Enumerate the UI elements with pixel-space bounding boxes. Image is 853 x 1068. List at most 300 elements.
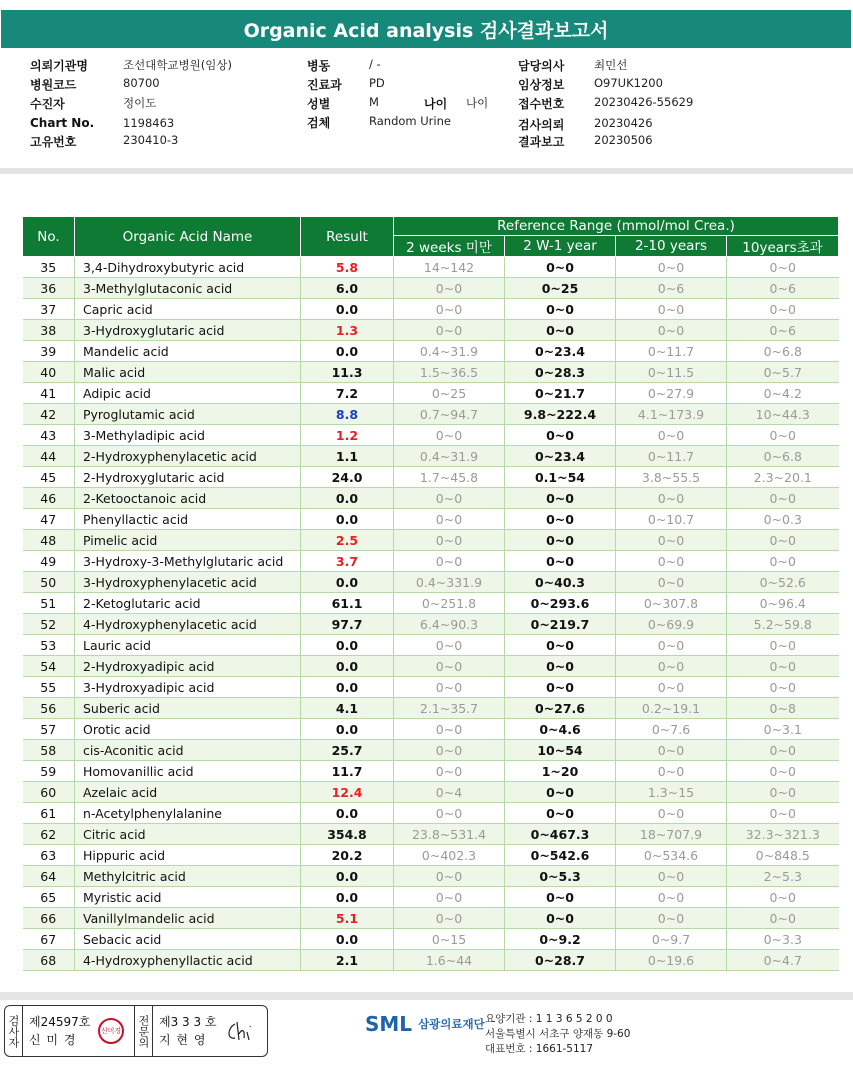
row-no: 62 bbox=[23, 824, 75, 845]
row-acid-name: 2-Ketoglutaric acid bbox=[75, 593, 301, 614]
row-ref-2weeks: 0~251.8 bbox=[394, 593, 505, 614]
table-row bbox=[23, 299, 839, 320]
unique-no-value: 230410-3 bbox=[123, 133, 179, 147]
row-ref-10years: 0~6 bbox=[727, 278, 839, 299]
row-no: 39 bbox=[23, 341, 75, 362]
row-ref-2weeks: 0.4~31.9 bbox=[394, 446, 505, 467]
header-ref-2weeks: 2 weeks 미만 bbox=[394, 236, 505, 257]
institution-label: 의뢰기관명 bbox=[30, 59, 88, 73]
institution-value: 조선대학교병원(임상) bbox=[123, 58, 232, 72]
row-no: 52 bbox=[23, 614, 75, 635]
row-no: 36 bbox=[23, 278, 75, 299]
row-ref-2w-1year: 0~0 bbox=[505, 257, 616, 278]
row-no: 51 bbox=[23, 593, 75, 614]
tester-license: 제24597호 bbox=[29, 1015, 91, 1029]
row-ref-2w-1year: 0~0 bbox=[505, 908, 616, 929]
signature-box bbox=[4, 1005, 268, 1057]
row-result: 0.0 bbox=[301, 341, 394, 362]
row-ref-2w-1year: 0~27.6 bbox=[505, 698, 616, 719]
age-label: 나이 bbox=[424, 97, 448, 111]
dept-label: 진료과 bbox=[307, 78, 342, 92]
row-acid-name: Phenyllactic acid bbox=[75, 509, 301, 530]
row-no: 65 bbox=[23, 887, 75, 908]
table-row bbox=[23, 362, 839, 383]
tester-stamp-text: 신미경 bbox=[100, 1027, 122, 1035]
row-ref-2-10years: 0~0 bbox=[616, 908, 727, 929]
table-row bbox=[23, 278, 839, 299]
row-ref-2w-1year: 0~0 bbox=[505, 509, 616, 530]
row-acid-name: 2-Hydroxyadipic acid bbox=[75, 656, 301, 677]
header-ref-2w-1year: 2 W-1 year bbox=[505, 236, 616, 257]
table-row bbox=[23, 782, 839, 803]
row-ref-2w-1year: 0~0 bbox=[505, 782, 616, 803]
row-acid-name: 4-Hydroxyphenylacetic acid bbox=[75, 614, 301, 635]
reception-label: 접수번호 bbox=[518, 97, 565, 111]
row-result: 0.0 bbox=[301, 719, 394, 740]
row-acid-name: 3-Hydroxyadipic acid bbox=[75, 677, 301, 698]
row-ref-2weeks: 14~142 bbox=[394, 257, 505, 278]
row-ref-2weeks: 0~15 bbox=[394, 929, 505, 950]
row-result: 24.0 bbox=[301, 467, 394, 488]
logo-text: SML bbox=[365, 1012, 413, 1036]
table-row bbox=[23, 677, 839, 698]
row-ref-2w-1year: 0~467.3 bbox=[505, 824, 616, 845]
row-ref-2w-1year: 0~5.3 bbox=[505, 866, 616, 887]
table-row bbox=[23, 404, 839, 425]
ward-label: 병동 bbox=[307, 59, 331, 73]
row-acid-name: Pimelic acid bbox=[75, 530, 301, 551]
table-row bbox=[23, 488, 839, 509]
row-acid-name: 4-Hydroxyphenyllactic acid bbox=[75, 950, 301, 971]
signature-icon bbox=[225, 1018, 259, 1044]
recipient-value: 정이도 bbox=[123, 96, 157, 110]
doctor-label: 담당의사 bbox=[518, 59, 565, 73]
results-body bbox=[23, 257, 839, 971]
row-ref-10years: 0~0 bbox=[727, 257, 839, 278]
row-acid-name: Capric acid bbox=[75, 299, 301, 320]
row-result: 0.0 bbox=[301, 803, 394, 824]
row-ref-10years: 0~0 bbox=[727, 635, 839, 656]
dept-value: PD bbox=[369, 76, 385, 90]
row-ref-2-10years: 0~0 bbox=[616, 740, 727, 761]
row-acid-name: Methylcitric acid bbox=[75, 866, 301, 887]
row-no: 49 bbox=[23, 551, 75, 572]
row-ref-2w-1year: 0~0 bbox=[505, 299, 616, 320]
row-no: 41 bbox=[23, 383, 75, 404]
table-row bbox=[23, 635, 839, 656]
row-result: 1.1 bbox=[301, 446, 394, 467]
row-ref-10years: 0~0 bbox=[727, 677, 839, 698]
row-ref-2weeks: 1.6~44 bbox=[394, 950, 505, 971]
row-ref-10years: 10~44.3 bbox=[727, 404, 839, 425]
row-ref-2-10years: 0~0 bbox=[616, 635, 727, 656]
row-ref-2-10years: 0~19.6 bbox=[616, 950, 727, 971]
report-title bbox=[1, 10, 851, 48]
row-acid-name: Malic acid bbox=[75, 362, 301, 383]
row-ref-10years: 0~0 bbox=[727, 782, 839, 803]
row-ref-2-10years: 0~7.6 bbox=[616, 719, 727, 740]
header-ref-2-10years: 2-10 years bbox=[616, 236, 727, 257]
row-ref-2w-1year: 0~28.3 bbox=[505, 362, 616, 383]
row-no: 59 bbox=[23, 761, 75, 782]
row-ref-2-10years: 0~0 bbox=[616, 572, 727, 593]
row-no: 55 bbox=[23, 677, 75, 698]
row-acid-name: Citric acid bbox=[75, 824, 301, 845]
row-acid-name: Sebacic acid bbox=[75, 929, 301, 950]
row-no: 61 bbox=[23, 803, 75, 824]
row-ref-2weeks: 0~0 bbox=[394, 299, 505, 320]
row-ref-10years: 0~4.2 bbox=[727, 383, 839, 404]
specialist-license: 제3 3 3 호 bbox=[159, 1015, 217, 1029]
row-result: 61.1 bbox=[301, 593, 394, 614]
row-ref-2-10years: 0~11.7 bbox=[616, 446, 727, 467]
row-ref-10years: 0~0 bbox=[727, 887, 839, 908]
patient-info bbox=[30, 55, 830, 155]
clinical-value: O97UK1200 bbox=[594, 76, 663, 90]
row-ref-2-10years: 0~0 bbox=[616, 530, 727, 551]
table-row bbox=[23, 866, 839, 887]
row-result: 97.7 bbox=[301, 614, 394, 635]
sml-logo bbox=[365, 1012, 485, 1036]
specimen-label: 검체 bbox=[307, 116, 331, 130]
table-row bbox=[23, 572, 839, 593]
row-ref-10years: 2~5.3 bbox=[727, 866, 839, 887]
lab-address: 서울특별시 서초구 양재동 9-60 bbox=[485, 1028, 631, 1040]
row-ref-2-10years: 0~27.9 bbox=[616, 383, 727, 404]
row-acid-name: Azelaic acid bbox=[75, 782, 301, 803]
report-date-value: 20230506 bbox=[594, 133, 653, 147]
row-ref-10years: 0~0 bbox=[727, 656, 839, 677]
row-no: 58 bbox=[23, 740, 75, 761]
row-acid-name: Adipic acid bbox=[75, 383, 301, 404]
row-ref-2-10years: 0~0 bbox=[616, 299, 727, 320]
row-ref-2w-1year: 0~21.7 bbox=[505, 383, 616, 404]
row-no: 50 bbox=[23, 572, 75, 593]
row-result: 0.0 bbox=[301, 572, 394, 593]
row-no: 57 bbox=[23, 719, 75, 740]
row-ref-2weeks: 0.7~94.7 bbox=[394, 404, 505, 425]
row-ref-10years: 0~8 bbox=[727, 698, 839, 719]
row-ref-2weeks: 0~0 bbox=[394, 656, 505, 677]
header-no: No. bbox=[23, 217, 75, 257]
row-ref-2weeks: 0~0 bbox=[394, 887, 505, 908]
row-result: 11.3 bbox=[301, 362, 394, 383]
sex-label: 성별 bbox=[307, 97, 331, 111]
row-no: 67 bbox=[23, 929, 75, 950]
table-row bbox=[23, 551, 839, 572]
sex-value: M bbox=[369, 95, 379, 109]
row-acid-name: cis-Aconitic acid bbox=[75, 740, 301, 761]
row-result: 11.7 bbox=[301, 761, 394, 782]
row-result: 2.1 bbox=[301, 950, 394, 971]
row-ref-2-10years: 0~0 bbox=[616, 887, 727, 908]
row-ref-2w-1year: 10~54 bbox=[505, 740, 616, 761]
table-row bbox=[23, 845, 839, 866]
table-row bbox=[23, 425, 839, 446]
table-row bbox=[23, 824, 839, 845]
row-acid-name: Pyroglutamic acid bbox=[75, 404, 301, 425]
row-result: 2.5 bbox=[301, 530, 394, 551]
row-ref-2-10years: 0~0 bbox=[616, 257, 727, 278]
row-ref-2w-1year: 0~542.6 bbox=[505, 845, 616, 866]
row-ref-2weeks: 0~0 bbox=[394, 530, 505, 551]
row-ref-2-10years: 0~534.6 bbox=[616, 845, 727, 866]
table-row bbox=[23, 740, 839, 761]
row-no: 68 bbox=[23, 950, 75, 971]
row-ref-10years: 0~6.8 bbox=[727, 446, 839, 467]
row-result: 20.2 bbox=[301, 845, 394, 866]
table-row bbox=[23, 950, 839, 971]
org-name: 삼광의료재단 bbox=[418, 1017, 485, 1031]
row-ref-10years: 0~0 bbox=[727, 551, 839, 572]
table-row bbox=[23, 803, 839, 824]
row-result: 4.1 bbox=[301, 698, 394, 719]
row-result: 6.0 bbox=[301, 278, 394, 299]
row-ref-2w-1year: 0~293.6 bbox=[505, 593, 616, 614]
row-ref-2w-1year: 1~20 bbox=[505, 761, 616, 782]
row-acid-name: 2-Hydroxyglutaric acid bbox=[75, 467, 301, 488]
hospital-code-label: 병원코드 bbox=[30, 78, 77, 92]
row-ref-10years: 0~96.4 bbox=[727, 593, 839, 614]
row-ref-2w-1year: 0.1~54 bbox=[505, 467, 616, 488]
row-ref-2-10years: 0.2~19.1 bbox=[616, 698, 727, 719]
row-ref-10years: 0~0 bbox=[727, 530, 839, 551]
row-no: 60 bbox=[23, 782, 75, 803]
row-ref-2-10years: 0~0 bbox=[616, 677, 727, 698]
table-row bbox=[23, 446, 839, 467]
row-ref-2weeks: 0~25 bbox=[394, 383, 505, 404]
row-ref-2weeks: 0~0 bbox=[394, 635, 505, 656]
row-ref-2weeks: 0~0 bbox=[394, 761, 505, 782]
row-ref-10years: 0~0 bbox=[727, 761, 839, 782]
row-ref-2weeks: 0~0 bbox=[394, 719, 505, 740]
row-acid-name: 2-Hydroxyphenylacetic acid bbox=[75, 446, 301, 467]
row-acid-name: Mandelic acid bbox=[75, 341, 301, 362]
row-ref-10years: 0~0 bbox=[727, 803, 839, 824]
row-ref-10years: 0~0 bbox=[727, 488, 839, 509]
row-ref-2weeks: 1.7~45.8 bbox=[394, 467, 505, 488]
row-ref-2-10years: 0~0 bbox=[616, 488, 727, 509]
row-ref-2w-1year: 0~23.4 bbox=[505, 446, 616, 467]
row-ref-2-10years: 0~6 bbox=[616, 278, 727, 299]
row-no: 48 bbox=[23, 530, 75, 551]
row-no: 53 bbox=[23, 635, 75, 656]
header-ref-10years: 10years초과 bbox=[727, 236, 839, 257]
row-ref-2w-1year: 9.8~222.4 bbox=[505, 404, 616, 425]
row-acid-name: Myristic acid bbox=[75, 887, 301, 908]
doctor-value: 최민선 bbox=[594, 58, 628, 72]
row-ref-2weeks: 0~0 bbox=[394, 908, 505, 929]
row-ref-10years: 0~3.1 bbox=[727, 719, 839, 740]
row-ref-2w-1year: 0~23.4 bbox=[505, 341, 616, 362]
table-row bbox=[23, 698, 839, 719]
specialist-name: 지 현 영 bbox=[159, 1033, 207, 1047]
row-ref-2w-1year: 0~0 bbox=[505, 677, 616, 698]
row-ref-2weeks: 0~0 bbox=[394, 320, 505, 341]
row-result: 0.0 bbox=[301, 677, 394, 698]
row-ref-2-10years: 1.3~15 bbox=[616, 782, 727, 803]
row-result: 5.8 bbox=[301, 257, 394, 278]
row-no: 37 bbox=[23, 299, 75, 320]
row-acid-name: 3-Methylglutaconic acid bbox=[75, 278, 301, 299]
row-no: 40 bbox=[23, 362, 75, 383]
row-ref-2-10years: 0~0 bbox=[616, 656, 727, 677]
report-date-label: 결과보고 bbox=[518, 135, 565, 149]
row-ref-2-10years: 4.1~173.9 bbox=[616, 404, 727, 425]
table-row bbox=[23, 467, 839, 488]
row-result: 12.4 bbox=[301, 782, 394, 803]
row-ref-10years: 0~0 bbox=[727, 740, 839, 761]
tester-cell bbox=[23, 1006, 135, 1056]
row-no: 64 bbox=[23, 866, 75, 887]
row-ref-2-10years: 0~69.9 bbox=[616, 614, 727, 635]
row-acid-name: Lauric acid bbox=[75, 635, 301, 656]
row-ref-2w-1year: 0~0 bbox=[505, 551, 616, 572]
row-acid-name: 3-Hydroxy-3-Methylglutaric acid bbox=[75, 551, 301, 572]
row-acid-name: 3,4-Dihydroxybutyric acid bbox=[75, 257, 301, 278]
row-acid-name: n-Acetylphenylalanine bbox=[75, 803, 301, 824]
row-ref-10years: 0~848.5 bbox=[727, 845, 839, 866]
row-result: 0.0 bbox=[301, 656, 394, 677]
row-result: 0.0 bbox=[301, 635, 394, 656]
row-ref-2weeks: 1.5~36.5 bbox=[394, 362, 505, 383]
table-row bbox=[23, 509, 839, 530]
header-reference: Reference Range (mmol/mol Crea.) bbox=[394, 217, 839, 236]
row-ref-10years: 0~6.8 bbox=[727, 341, 839, 362]
row-ref-2w-1year: 0~28.7 bbox=[505, 950, 616, 971]
row-ref-10years: 0~52.6 bbox=[727, 572, 839, 593]
row-ref-10years: 2.3~20.1 bbox=[727, 467, 839, 488]
reception-value: 20230426-55629 bbox=[594, 95, 694, 109]
row-ref-2weeks: 0~0 bbox=[394, 509, 505, 530]
row-no: 54 bbox=[23, 656, 75, 677]
row-result: 0.0 bbox=[301, 887, 394, 908]
row-ref-2w-1year: 0~4.6 bbox=[505, 719, 616, 740]
row-ref-2weeks: 0~0 bbox=[394, 425, 505, 446]
row-acid-name: 2-Ketooctanoic acid bbox=[75, 488, 301, 509]
row-ref-2w-1year: 0~0 bbox=[505, 635, 616, 656]
footer-divider bbox=[0, 992, 853, 1000]
table-row bbox=[23, 530, 839, 551]
row-acid-name: Vanillylmandelic acid bbox=[75, 908, 301, 929]
ward-value: / - bbox=[369, 57, 381, 71]
row-acid-name: Hippuric acid bbox=[75, 845, 301, 866]
row-no: 56 bbox=[23, 698, 75, 719]
table-row bbox=[23, 257, 839, 278]
lab-info bbox=[485, 1012, 630, 1057]
row-result: 354.8 bbox=[301, 824, 394, 845]
row-ref-2-10years: 0~9.7 bbox=[616, 929, 727, 950]
row-ref-2w-1year: 0~0 bbox=[505, 887, 616, 908]
row-result: 25.7 bbox=[301, 740, 394, 761]
tester-stamp bbox=[98, 1018, 124, 1044]
row-ref-2weeks: 0~402.3 bbox=[394, 845, 505, 866]
row-ref-2-10years: 0~0 bbox=[616, 425, 727, 446]
row-ref-2w-1year: 0~0 bbox=[505, 488, 616, 509]
row-ref-2weeks: 2.1~35.7 bbox=[394, 698, 505, 719]
row-no: 47 bbox=[23, 509, 75, 530]
table-row bbox=[23, 761, 839, 782]
row-ref-2weeks: 23.8~531.4 bbox=[394, 824, 505, 845]
row-ref-2-10years: 0~11.5 bbox=[616, 362, 727, 383]
row-result: 1.2 bbox=[301, 425, 394, 446]
table-row bbox=[23, 614, 839, 635]
specimen-value: Random Urine bbox=[369, 114, 451, 128]
chart-no-label: Chart No. bbox=[30, 116, 95, 130]
row-ref-2w-1year: 0~25 bbox=[505, 278, 616, 299]
row-ref-10years: 0~6 bbox=[727, 320, 839, 341]
row-result: 8.8 bbox=[301, 404, 394, 425]
chart-no-value: 1198463 bbox=[123, 116, 175, 130]
row-no: 46 bbox=[23, 488, 75, 509]
lab-code: 요양기관 : 1 1 3 6 5 2 0 0 bbox=[485, 1013, 613, 1025]
divider bbox=[0, 168, 853, 174]
header-result: Result bbox=[301, 217, 394, 257]
table-row bbox=[23, 908, 839, 929]
table-row bbox=[23, 341, 839, 362]
table-row bbox=[23, 383, 839, 404]
lab-phone: 대표번호 : 1661-5117 bbox=[485, 1043, 594, 1055]
request-label: 검사의뢰 bbox=[518, 118, 565, 132]
row-result: 0.0 bbox=[301, 866, 394, 887]
row-ref-10years: 0~0.3 bbox=[727, 509, 839, 530]
results-table bbox=[22, 216, 839, 971]
row-ref-2-10years: 18~707.9 bbox=[616, 824, 727, 845]
row-ref-2-10years: 0~10.7 bbox=[616, 509, 727, 530]
row-ref-2-10years: 0~0 bbox=[616, 803, 727, 824]
row-ref-2weeks: 0~0 bbox=[394, 278, 505, 299]
tester-vertical-label: 검사자 bbox=[5, 1006, 23, 1056]
hospital-code-value: 80700 bbox=[123, 76, 160, 90]
row-ref-2weeks: 0~4 bbox=[394, 782, 505, 803]
row-ref-2weeks: 0~0 bbox=[394, 551, 505, 572]
row-no: 35 bbox=[23, 257, 75, 278]
row-ref-10years: 0~0 bbox=[727, 908, 839, 929]
row-ref-2-10years: 0~11.7 bbox=[616, 341, 727, 362]
header-name: Organic Acid Name bbox=[75, 217, 301, 257]
row-result: 0.0 bbox=[301, 929, 394, 950]
row-ref-2w-1year: 0~0 bbox=[505, 656, 616, 677]
row-ref-2w-1year: 0~9.2 bbox=[505, 929, 616, 950]
row-ref-2w-1year: 0~219.7 bbox=[505, 614, 616, 635]
recipient-label: 수진자 bbox=[30, 97, 65, 111]
row-ref-2w-1year: 0~0 bbox=[505, 320, 616, 341]
row-ref-2-10years: 0~307.8 bbox=[616, 593, 727, 614]
row-ref-2-10years: 0~0 bbox=[616, 761, 727, 782]
row-ref-2-10years: 0~0 bbox=[616, 551, 727, 572]
row-ref-10years: 5.2~59.8 bbox=[727, 614, 839, 635]
row-no: 63 bbox=[23, 845, 75, 866]
row-result: 0.0 bbox=[301, 488, 394, 509]
row-ref-10years: 32.3~321.3 bbox=[727, 824, 839, 845]
row-acid-name: Orotic acid bbox=[75, 719, 301, 740]
specialist-cell bbox=[153, 1006, 265, 1056]
row-ref-10years: 0~4.7 bbox=[727, 950, 839, 971]
row-ref-2weeks: 6.4~90.3 bbox=[394, 614, 505, 635]
row-no: 66 bbox=[23, 908, 75, 929]
row-ref-10years: 0~5.7 bbox=[727, 362, 839, 383]
row-ref-2weeks: 0.4~331.9 bbox=[394, 572, 505, 593]
table-row bbox=[23, 593, 839, 614]
table-row bbox=[23, 887, 839, 908]
tester-name: 신 미 경 bbox=[29, 1033, 77, 1047]
row-ref-2weeks: 0~0 bbox=[394, 488, 505, 509]
row-ref-10years: 0~3.3 bbox=[727, 929, 839, 950]
row-ref-2weeks: 0~0 bbox=[394, 740, 505, 761]
row-result: 0.0 bbox=[301, 509, 394, 530]
table-row bbox=[23, 719, 839, 740]
row-ref-2weeks: 0~0 bbox=[394, 866, 505, 887]
